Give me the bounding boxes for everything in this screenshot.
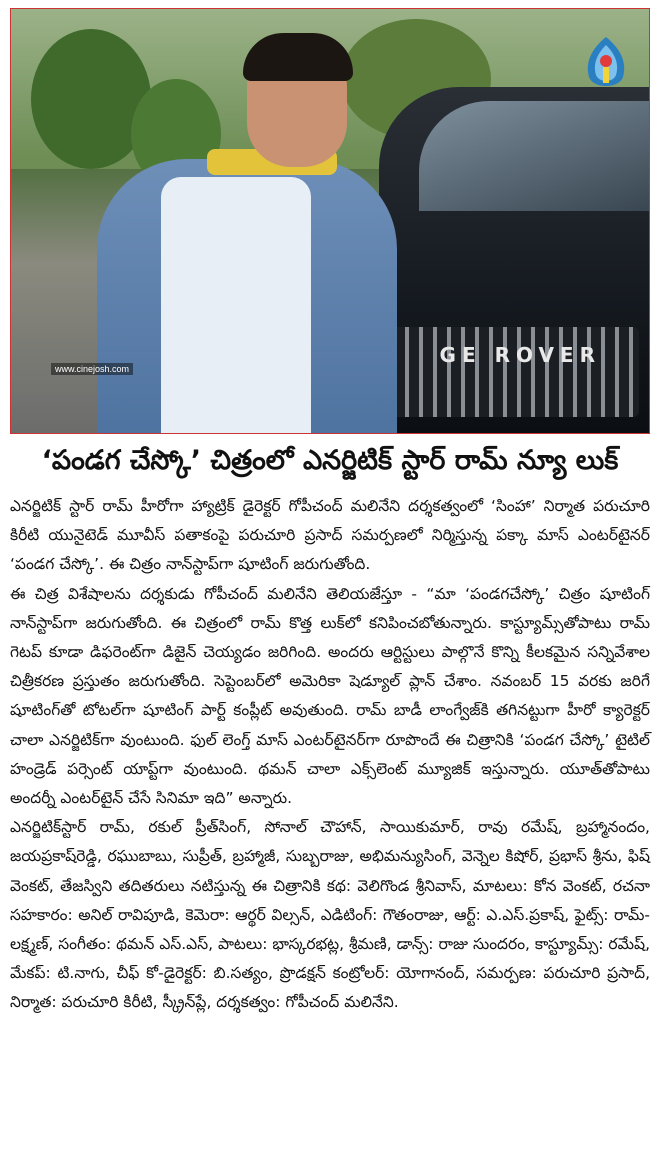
photo-watermark: www.cinejosh.com	[51, 363, 133, 375]
car-windshield	[419, 101, 649, 211]
paragraph: ఎనర్జిటిక్‌స్టార్ రామ్, రకుల్ ప్రీత్‌సింగ్, సోనాల్ చౌహాన్, సాయికుమార్, రావు రమేష్, బ్రహ్మానందం, జయప్రకాష్‌రెడ్డి, రఘుబాబు, సుప్రీత్, బ్రహ్మాజీ, సుబ్బరాజు, అభిమన్యుసింగ్, వెన్నెల కిషోర్, ప్రభాస్ శ్రీను, ఫిష్ వెంకట్, తేజస్విని తదితరులు నటిస్తున్న ఈ చిత్రానికి కథ: వెలిగొండ శ్రీనివాస్, మాటలు: కోన వెంకట్, రచనా సహకారం: అనిల్ రావిపూడి, కెమెరా: ఆర్థర్ విల్సన్, ఎడిటింగ్: గౌతంరాజు, ఆర్ట్: ఎ.ఎస్.ప్రకాష్, ఫైట్స్: రామ్-లక్ష్మణ్, సంగీతం: థమన్ ఎస్.ఎస్, పాటలు: భాస్కరభట్ల, శ్రీమణి, డాన్స్: రాజు సుందరం, కాస్ట్యూమ్స్: రమేష్, మేకప్: టి.నాగు, చీఫ్ కో-డైరెక్టర్: బి.సత్యం, ప్రొడక్షన్ కంట్రోలర్: యోగానంద్, సమర్పణ: పరుచూరి ప్రసాద్, నిర్మాత: పరుచూరి కిరీటి, స్క్రీన్‌ప్లే, దర్శకత్వం: గోపీచంద్ మలినేని.	[10, 818, 650, 1012]
person-shirt	[161, 177, 311, 434]
paragraph: ఎనర్జిటిక్ స్టార్ రామ్ హీరోగా హ్యాట్రిక్ డైరెక్టర్ గోపీచంద్ మలినేని దర్శకత్వంలో ‘సింహా’ నిర్మాత పరుచూరి కిరీటి యునైటెడ్ మూవీస్ పతాకంపై పరుచూరి ప్రసాద్ సమర్పణలో నిర్మిస్తున్న పక్కా మాస్ ఎంటర్‌టైనర్ ‘పండగ చేస్కో’. ఈ చిత్రం నాన్‌స్టాప్‌గా షూటింగ్ జరుగుతోంది.	[10, 497, 650, 574]
article-body	[10, 492, 650, 1018]
car-badge: GE ROVER	[439, 343, 601, 367]
person-hair	[243, 33, 353, 81]
cinejosh-logo-icon	[583, 35, 629, 93]
article-headline: ‘పండగ చేస్కో’ చిత్రంలో ఎనర్జిటిక్ స్టార్ రామ్ న్యూ లుక్	[41, 445, 619, 476]
paragraph: ఈ చిత్ర విశేషాలను దర్శకుడు గోపీచంద్ మలినేని తెలియజేస్తూ - “మా ‘పండగచేస్కో’ చిత్రం షూటింగ్ నాన్‌స్టాప్‌గా జరుగుతోంది. ఈ చిత్రంలో రామ్ కొత్త లుక్‌లో కనిపించబోతున్నారు. కాస్ట్యూమ్స్‌తోపాటు రామ్ గెటప్ కూడా డిఫరెంట్‌గా డిజైన్ చెయ్యడం జరిగింది. అందరు ఆర్టిస్టులు పాల్గొనే కొన్ని కీలకమైన సన్నివేశాల చిత్రీకరణ ప్రస్తుతం జరుగుతోంది. సెప్టెంబర్‌లో అమెరికా షెడ్యూల్ ప్లాన్ చేశాం. నవంబర్ 15 వరకు జరిగే షూటింగ్‌తో టోటల్‌గా షూటింగ్ పార్ట్ కంప్లీట్ అవుతుంది. రామ్ బాడీ లాంగ్వేజ్‌కి తగినట్టుగా హీరో క్యారెక్టర్ చాలా ఎనర్జిటిక్‌గా వుంటుంది. ఫుల్ లెంగ్త్ మాస్ ఎంటర్‌టైనర్‌గా రూపొందే ఈ చిత్రానికి ‘పండగ చేస్కో’ టైటిల్ హండ్రెడ్ పర్సెంట్ యాప్ట్‌గా వుంటుంది. థమన్ చాలా ఎక్స్‌లెంట్ మ్యూజిక్ ఇస్తున్నారు. యూత్‌తోపాటు అందర్నీ ఎంటర్‌టైన్ చేసే సినిమా ఇది” అన్నారు.	[10, 584, 650, 808]
article-photo	[10, 8, 650, 434]
